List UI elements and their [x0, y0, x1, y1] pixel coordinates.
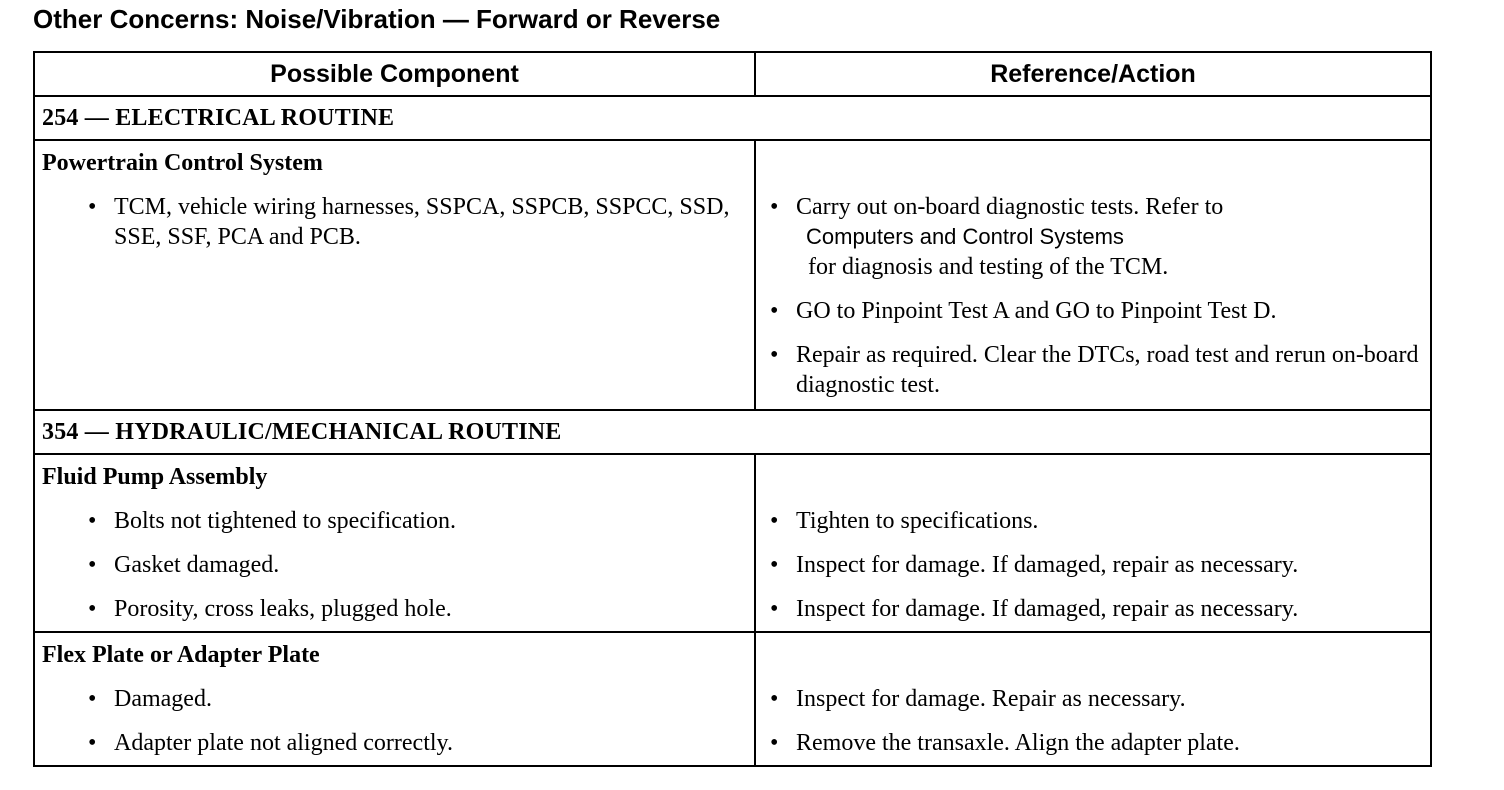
group-row [34, 454, 1431, 632]
routine-row [34, 410, 1431, 454]
component-cell [34, 140, 755, 410]
action-text: for diagnosis and testing of the TCM. [808, 254, 1169, 280]
action-item: • Inspect for damage. If damaged, repair as necessary. [770, 550, 1430, 580]
component-item: • Damaged. [88, 684, 754, 714]
component-cell [34, 632, 755, 766]
action-item: • Tighten to specifications. [770, 506, 1430, 536]
action-cell [755, 632, 1431, 766]
action-text: Carry out on-board diagnostic tests. Refer to [796, 194, 1224, 220]
component-item: • Bolts not tightened to specification. [88, 506, 754, 536]
action-item: • Inspect for damage. Repair as necessary. [770, 684, 1430, 714]
group-row [34, 140, 1431, 410]
component-item: • TCM, vehicle wiring harnesses, SSPCA, SSPCB, SSPCC, SSD, SSE, SSF, PCA and PCB. [88, 192, 754, 252]
action-item: • Repair as required. Clear the DTCs, road test and rerun on-board diagnostic test. [770, 340, 1430, 400]
group-title: Powertrain Control System [42, 150, 323, 176]
page-title: Other Concerns: Noise/Vibration — Forward or Reverse [33, 4, 721, 34]
action-item [770, 192, 1430, 282]
action-item: • GO to Pinpoint Test A and GO to Pinpoint Test D. [770, 296, 1430, 326]
action-item: • Inspect for damage. If damaged, repair as necessary. [770, 594, 1430, 624]
component-item: • Porosity, cross leaks, plugged hole. [88, 594, 754, 624]
component-cell [34, 454, 755, 632]
action-cell [755, 454, 1431, 632]
reference-link[interactable]: Computers and Control Systems [806, 224, 1124, 249]
group-title: Flex Plate or Adapter Plate [42, 642, 320, 668]
group-row [34, 632, 1431, 766]
routine-label: 254 — ELECTRICAL ROUTINE [34, 96, 1431, 140]
header-reference-action: Reference/Action [755, 52, 1431, 96]
component-item: • Adapter plate not aligned correctly. [88, 728, 754, 758]
routine-row [34, 96, 1431, 140]
component-item: • Gasket damaged. [88, 550, 754, 580]
table-header-row [34, 52, 1431, 96]
routine-label: 354 — HYDRAULIC/MECHANICAL ROUTINE [34, 410, 1431, 454]
header-possible-component: Possible Component [34, 52, 755, 96]
action-cell [755, 140, 1431, 410]
action-item: • Remove the transaxle. Align the adapter plate. [770, 728, 1430, 758]
diagnosis-table [33, 51, 1432, 767]
group-title: Fluid Pump Assembly [42, 464, 268, 490]
